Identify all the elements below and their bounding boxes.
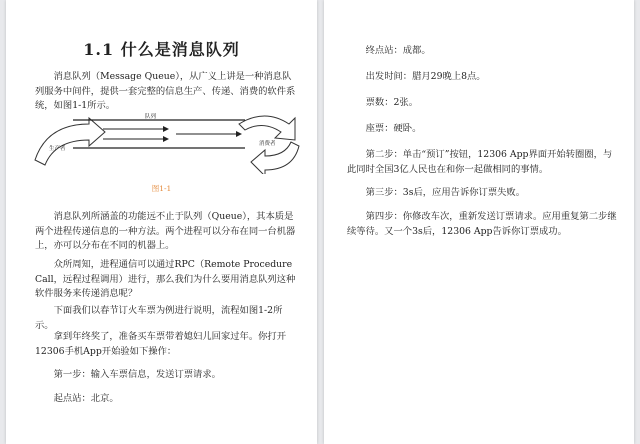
paragraph-destination: 终点站：成都。 <box>365 45 431 56</box>
left-page <box>6 0 317 444</box>
section-title: 1.1 什么是消息队列 <box>83 40 240 59</box>
paragraph-seat: 座票：硬卧。 <box>365 123 422 134</box>
producer-label: 生产者 <box>49 146 66 152</box>
figure-message-queue <box>33 110 301 174</box>
paragraph-ticket-count: 票数：2张。 <box>365 97 418 108</box>
paragraph-scenario: 拿到年终奖了，准备买车票带着媳妇儿回家过年。你打开12306手机App开始验如下操作： <box>35 331 287 357</box>
paragraph-definition: 消息队列所涵盖的功能远不止于队列（Queue），其本质是两个进程传递信息的一种方法。两个进程可以分布在同一台机器上，亦可以分布在不同的机器上。 <box>35 211 296 251</box>
paragraph-rpc: 众所周知，进程通信可以通过RPC（Remote Procedure Call，远程过程调用）进行，那么我们为什么要用消息队列这种软件服务来传递消息呢？ <box>35 259 296 299</box>
paragraph-step1: 第一步：输入车票信息，发送订票请求。 <box>53 369 221 380</box>
figure-caption: 图1-1 <box>151 184 172 193</box>
paragraph-intro: 消息队列（Message Queue），从广义上讲是一种消息队列服务中间件，提供一套完整的信息生产、传递、消费的软件系统，如图1-1所示。 <box>35 71 296 111</box>
right-page <box>324 0 634 444</box>
queue-label: 队列 <box>145 114 157 120</box>
consumer-arrow-top <box>239 116 295 140</box>
consumer-label: 消费者 <box>259 141 276 147</box>
paragraph-step4: 第四步：你修改车次，重新发送订票请求。应用重复第二步继续等待。又一个3s后，12306 App告诉你订票成功。 <box>347 211 617 237</box>
paragraph-departure: 出发时间：腊月29晚上8点。 <box>365 71 486 82</box>
paragraph-step2: 第二步：单击“预订”按钮，12306 App界面开始转圈圈，与此同时全国3亿人民也在和你一起做相同的事情。 <box>347 149 613 175</box>
paragraph-origin: 起点站：北京。 <box>53 393 119 404</box>
producer-arrow <box>35 118 105 165</box>
paragraph-step3: 第三步：3s后，应用告诉你订票失败。 <box>365 187 526 198</box>
paragraph-example: 下面我们以春节订火车票为例进行说明，流程如图1-2所示。 <box>35 305 283 331</box>
